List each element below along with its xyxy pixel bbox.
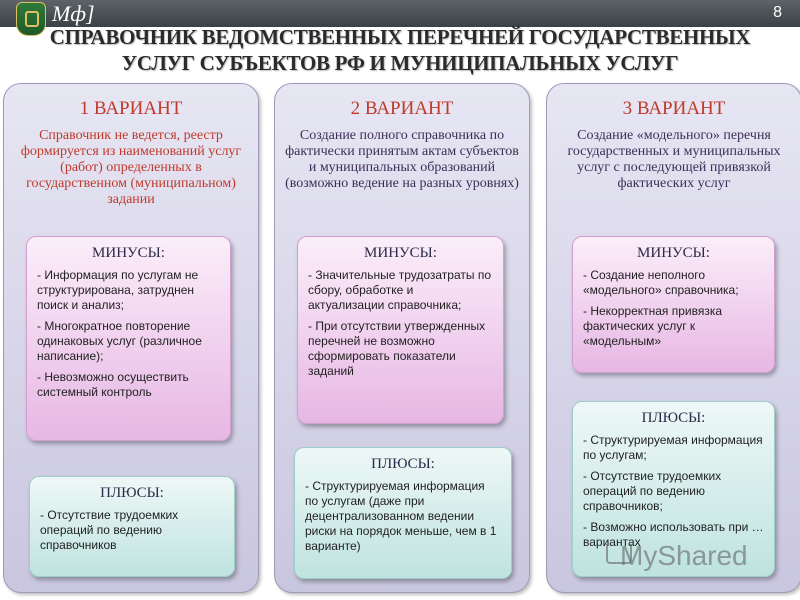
list-item: - Отсутствие трудоемких операций по ведению справочников bbox=[40, 508, 179, 552]
variant-3-description: Создание «модельного» перечня государственных и муниципальных услуг с последующей привязкой фактических услуг bbox=[567, 128, 781, 191]
variant-2-plus-box bbox=[294, 447, 512, 579]
watermark: MyShared bbox=[620, 540, 748, 571]
variant-3-heading: 3 ВАРИАНТ bbox=[622, 98, 726, 119]
plus-title: ПЛЮСЫ: bbox=[100, 485, 164, 501]
list-item: - Многократное повторение одинаковых услуг (различное написание); bbox=[37, 319, 202, 363]
variant-2-heading: 2 ВАРИАНТ bbox=[350, 98, 454, 119]
list-item: - Создание неполного «модельного» справочника; bbox=[583, 268, 739, 297]
plus-list bbox=[40, 508, 224, 553]
minus-list bbox=[308, 268, 493, 379]
list-item: - Структурируемая информация по услугам; bbox=[583, 433, 763, 462]
list-item: - Некорректная привязка фактических услуг к «модельным» bbox=[583, 304, 723, 348]
title-line-1: СПРАВОЧНИК ВЕДОМСТВЕННЫХ ПЕРЕЧНЕЙ ГОСУДАРСТВЕННЫХ bbox=[49, 25, 751, 49]
top-bar bbox=[0, 0, 800, 27]
list-item: - Отсутствие трудоемких операций по ведению справочников; bbox=[583, 469, 722, 513]
plus-list bbox=[305, 479, 501, 554]
minus-list bbox=[583, 268, 764, 349]
logo-text: Мф] bbox=[52, 1, 95, 26]
list-item: - Информация по услугам не структурирована, затруднен поиск и анализ; bbox=[37, 268, 199, 312]
variant-1-minus-box bbox=[26, 236, 231, 441]
minus-title: МИНУСЫ: bbox=[637, 245, 710, 261]
variant-2-minus-box bbox=[297, 236, 504, 424]
list-item: - Возможно использовать при … вариантах bbox=[583, 520, 764, 549]
minus-title: МИНУСЫ: bbox=[92, 245, 165, 261]
plus-title: ПЛЮСЫ: bbox=[641, 410, 706, 426]
list-item: - При отсутствии утвержденных перечней не возможно сформировать показатели заданий bbox=[308, 319, 486, 378]
plus-title: ПЛЮСЫ: bbox=[371, 456, 435, 472]
list-item: - Значительные трудозатраты по сбору, обработке и актуализации справочника; bbox=[308, 268, 492, 312]
variant-2-description: Создание полного справочника по фактически принятым актам субъектов и муниципальных образований (возможно ведение на разных уровнях) bbox=[285, 128, 519, 191]
variant-3-minus-box bbox=[572, 236, 775, 373]
minus-title: МИНУСЫ: bbox=[364, 245, 437, 261]
variant-2-column bbox=[274, 83, 530, 593]
plus-list bbox=[583, 433, 764, 550]
minus-list bbox=[37, 268, 220, 400]
variant-3-column bbox=[546, 83, 800, 593]
variant-1-column bbox=[3, 83, 259, 593]
variant-1-plus-box bbox=[29, 476, 235, 577]
page-title bbox=[0, 24, 800, 76]
page-number: 8 bbox=[773, 4, 782, 21]
list-item: - Структурируемая информация по услугам (даже при децентрализованном ведении риски на порядок меньше, чем в 1 варианте) bbox=[305, 479, 497, 553]
variant-1-description: Справочник не ведется, реестр формируется из наименований услуг (работ) определенных в государственном (муниципальном) задании bbox=[20, 128, 242, 207]
title-line-2: УСЛУГ СУБЪЕКТОВ РФ И МУНИЦИПАЛЬНЫХ УСЛУГ bbox=[121, 51, 679, 75]
list-item: - Невозможно осуществить системный контроль bbox=[37, 370, 189, 399]
variant-1-heading: 1 ВАРИАНТ bbox=[79, 98, 183, 119]
